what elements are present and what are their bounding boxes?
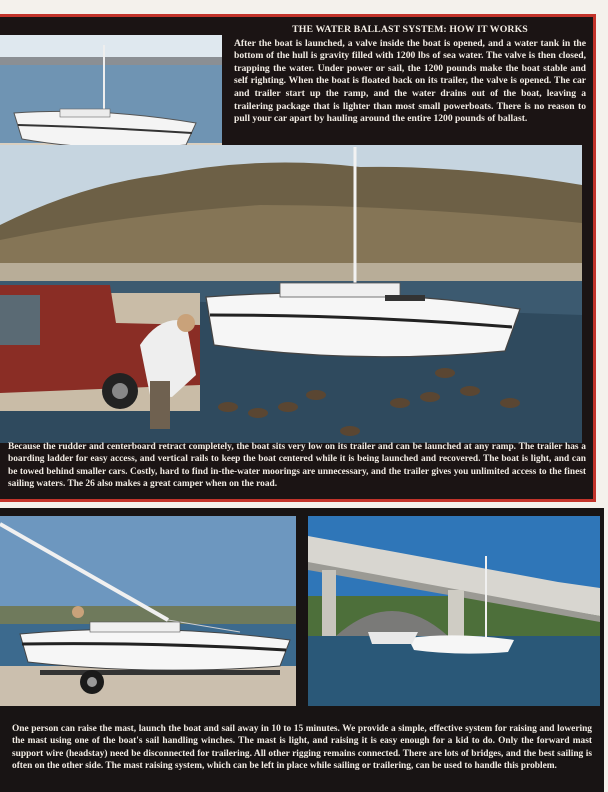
photo-raising-mast [0, 516, 296, 706]
water-ballast-paragraph: After the boat is launched, a valve inside the boat is opened, and a water tank in the bottom of the hull is gravity filled with 1200 lbs of sea water. The valve is then closed, trapping the water. Under power or sail, the 1200 pounds make the boat stable and self righting. When the boat is floated back on its trailer, the valve is opened. The car and trailer start up the ramp, and the water drains out of the boat, leaving a trailering package that is lighter than most small powerboats. There is no reason to pull your car apart by hauling around the entire 1200 pounds of ballast. [234, 37, 586, 125]
photo-bridge-sailing [308, 516, 600, 706]
photo-launch-at-ramp [0, 145, 582, 443]
mast-caption: One person can raise the mast, launch the boat and sail away in 10 to 15 minutes. We provide a simple, effective system for raising and lowering the mast using one of the boat's sail handling winches. The mast is light, and raising it is easy enough for a kid to do. Only the forward mast support wire (headstay) need be disconnected for trailering. All other rigging remains connected. There are lots of bridges, and the best sailing is often on the other side. The mast raising system, which can be left in place while sailing or trailering, can be used to handle this problem. [12, 724, 592, 772]
water-ballast-heading: THE WATER BALLAST SYSTEM: HOW IT WORKS [292, 24, 528, 35]
launch-caption: Because the rudder and centerboard retract completely, the boat sits very low on its trailer and can be launched at any ramp. The trailer has a boarding ladder for easy access, and vertical rails to keep the boat centered while it is being launched and recovered. The boat is light, and can be towed behind smaller cars. Costly, hard to find in-the-water moorings are unnecessary, and the trailer gives you unlimited access to the finest sailing waters. The 26 also makes a great camper when on the road. [8, 442, 586, 490]
water-ballast-article-text [234, 24, 586, 126]
